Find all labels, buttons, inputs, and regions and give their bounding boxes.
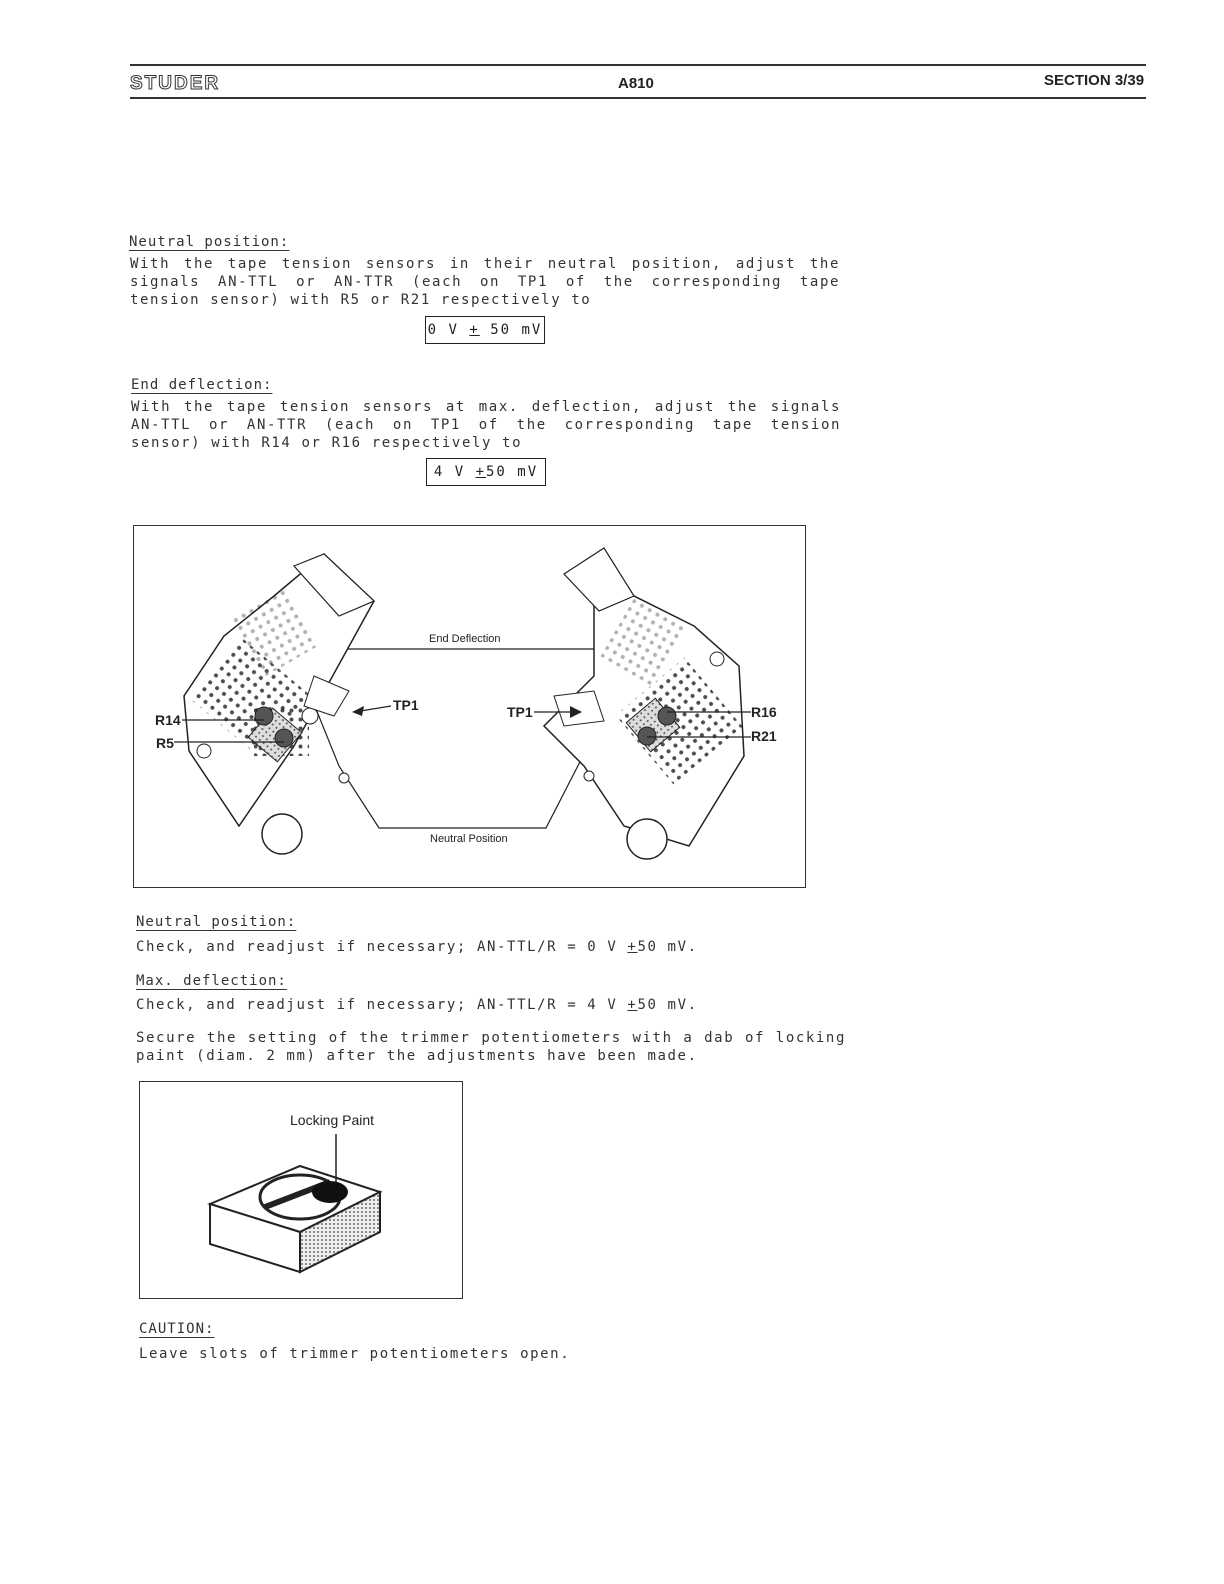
check-neutral-pm: + — [627, 939, 638, 955]
section-number: SECTION 3/39 — [1044, 72, 1145, 89]
neutral-value-box — [425, 316, 545, 344]
caution-heading: CAUTION: — [139, 1321, 215, 1337]
check-max-line — [136, 996, 698, 1014]
check-max-heading: Max. deflection: — [136, 973, 287, 989]
header-top-rule — [130, 64, 1146, 66]
end-value-box — [426, 458, 546, 486]
locking-paint-figure — [139, 1081, 463, 1299]
caution-text: Leave slots of trimmer potentiometers open. — [139, 1346, 571, 1362]
check-neutral-heading: Neutral position: — [136, 914, 297, 930]
check-neutral-post: 50 mV. — [637, 939, 698, 955]
check-neutral-pre: Check, and readjust if necessary; AN-TTL/R = 0 V — [136, 939, 628, 955]
check-max-pre: Check, and readjust if necessary; AN-TTL/R = 4 V — [136, 997, 628, 1013]
check-max-post: 50 mV. — [637, 997, 698, 1013]
check-max-pm: + — [627, 997, 638, 1013]
end-heading: End deflection: — [131, 377, 273, 393]
neutral-heading: Neutral position: — [129, 234, 290, 250]
end-value-post: 50 mV — [486, 464, 539, 480]
end-value-pm: + — [475, 464, 486, 480]
tp1-right-label: TP1 — [507, 704, 533, 720]
right-sensor-board — [544, 548, 744, 859]
neutral-value-pre: 0 V — [427, 322, 470, 338]
end-value-pre: 4 V — [433, 464, 476, 480]
r14-label: R14 — [155, 712, 181, 728]
neutral-position-label: Neutral Position — [430, 833, 508, 845]
r16-label: R16 — [751, 704, 777, 720]
header-bottom-rule — [130, 97, 1146, 99]
tp1-left-label: TP1 — [393, 697, 419, 713]
locking-paint-label: Locking Paint — [290, 1112, 375, 1128]
neutral-value-pm: + — [469, 322, 480, 338]
studer-logo: STUDER — [130, 73, 221, 94]
sensor-board-figure — [133, 525, 806, 888]
r21-label: R21 — [751, 728, 777, 744]
check-neutral-line — [136, 938, 698, 956]
model-name: A810 — [618, 75, 654, 92]
neutral-value-post: 50 mV — [479, 322, 543, 338]
r5-label: R5 — [156, 735, 174, 751]
neutral-paragraph: With the tape tension sensors in their neutral position, adjust the signals AN-TTL or AN-TTR (each on TP1 of the corresponding tape tension sensor) with R5 or R21 respectively to — [130, 256, 840, 308]
end-deflection-label: End Deflection — [429, 633, 501, 645]
end-paragraph: With the tape tension sensors at max. deflection, adjust the signals AN-TTL or AN-TTR (each on TP1 of the corresponding tape tension sensor) with R14 or R16 respectively to — [131, 399, 841, 451]
secure-paragraph: Secure the setting of the trimmer potentiometers with a dab of locking paint (diam. 2 mm) after the adjustments have been made. — [136, 1030, 846, 1064]
left-sensor-board — [184, 554, 374, 854]
